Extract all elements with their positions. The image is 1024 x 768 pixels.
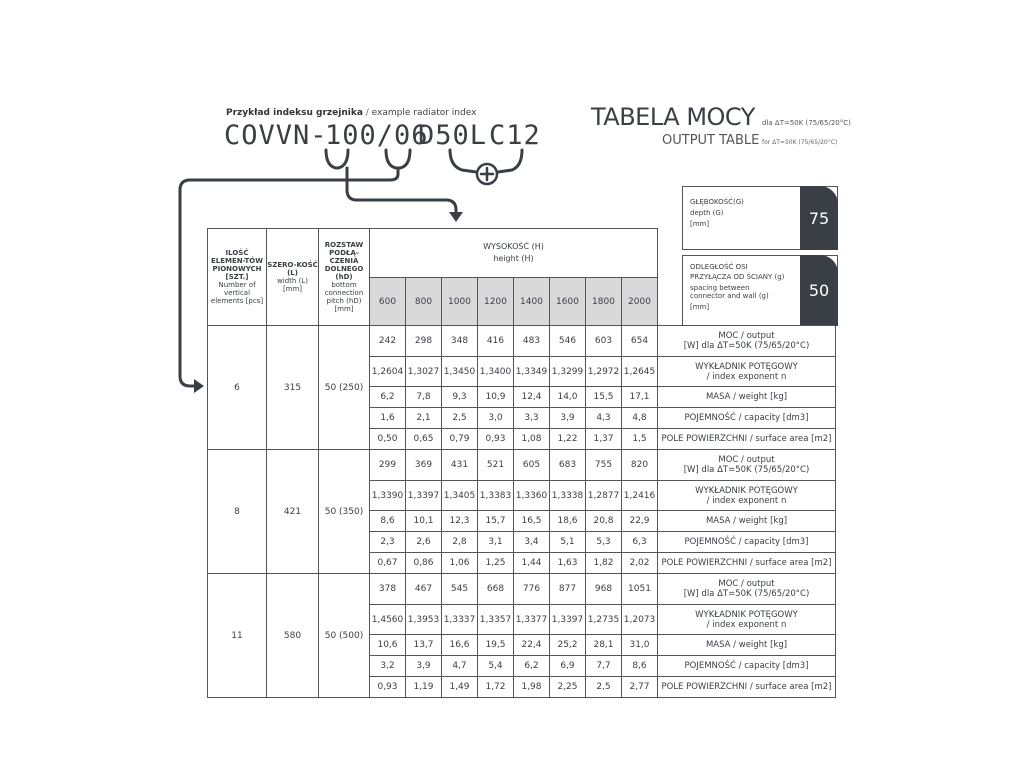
- value-cell: 5,1: [550, 532, 586, 553]
- value-cell: 2,5: [586, 677, 622, 698]
- header-count-en: Number of vertical elements [pcs]: [210, 281, 264, 305]
- value-cell: 1,2645: [622, 357, 658, 387]
- property-label-pl: POLE POWIERZCHNI: [661, 558, 748, 568]
- value-cell: 0,65: [406, 429, 442, 450]
- property-label-cell: [658, 635, 836, 656]
- property-label-en: / weight [kg]: [730, 516, 788, 526]
- value-cell: 1,2073: [622, 605, 658, 635]
- value-cell: 0,93: [478, 429, 514, 450]
- property-label-pl: MASA: [705, 640, 731, 650]
- property-label-pl: MOC: [718, 331, 739, 341]
- value-cell: 12,4: [514, 387, 550, 408]
- value-cell: 546: [550, 326, 586, 357]
- value-cell: 20,8: [586, 511, 622, 532]
- property-label-line2: / index exponent n: [706, 495, 787, 506]
- line-to-table: [347, 168, 456, 214]
- value-cell: 603: [586, 326, 622, 357]
- value-cell: 1,3357: [478, 605, 514, 635]
- depth-label-pl: GŁĘBOKOŚĆ(G): [690, 198, 744, 206]
- value-cell: 1,2972: [586, 357, 622, 387]
- value-cell: 8,6: [622, 656, 658, 677]
- property-label-cell: [658, 677, 836, 698]
- value-cell: 545: [442, 574, 478, 605]
- value-cell: 299: [370, 450, 406, 481]
- header-count: [208, 229, 267, 326]
- value-cell: 1,3397: [406, 481, 442, 511]
- group-pitch-cell: 50 (250): [319, 326, 370, 450]
- value-cell: 25,2: [550, 635, 586, 656]
- header-width-en: width (L) [mm]: [277, 277, 308, 293]
- value-cell: 31,0: [622, 635, 658, 656]
- depth-label-en: depth (G): [690, 209, 724, 217]
- value-cell: 605: [514, 450, 550, 481]
- value-cell: 12,3: [442, 511, 478, 532]
- value-cell: 6,2: [514, 656, 550, 677]
- property-label-en: / output: [738, 579, 775, 589]
- property-label-line1: [660, 579, 833, 589]
- value-cell: 28,1: [586, 635, 622, 656]
- property-label-cell: [658, 605, 836, 635]
- value-cell: 1,2735: [586, 605, 622, 635]
- property-label-cell: [658, 429, 836, 450]
- value-cell: 17,1: [622, 387, 658, 408]
- value-cell: 6,9: [550, 656, 586, 677]
- value-cell: 1,3377: [514, 605, 550, 635]
- header-width: [267, 229, 319, 326]
- property-label-cell: [658, 532, 836, 553]
- value-cell: 16,6: [442, 635, 478, 656]
- value-cell: 3,4: [514, 532, 550, 553]
- value-cell: 4,8: [622, 408, 658, 429]
- value-cell: 668: [478, 574, 514, 605]
- property-label-cell: [658, 511, 836, 532]
- property-label-line2: [W] dla ΔT=50K (75/65/20°C): [683, 341, 810, 351]
- value-cell: 416: [478, 326, 514, 357]
- value-cell: 298: [406, 326, 442, 357]
- value-cell: 9,3: [442, 387, 478, 408]
- property-label-cell: [658, 450, 836, 481]
- property-label-pl: WYKŁADNIK POTĘGOWY: [695, 609, 798, 620]
- value-cell: 1,3405: [442, 481, 478, 511]
- property-label-line1: [660, 434, 833, 444]
- property-label-line1: [660, 392, 833, 402]
- property-label-en: / output: [738, 455, 775, 465]
- property-label-line1: [660, 516, 833, 526]
- property-label-en: / capacity [dm3]: [735, 413, 809, 423]
- property-label-pl: MOC: [718, 455, 739, 465]
- property-label-line1: [660, 331, 833, 341]
- value-cell: 820: [622, 450, 658, 481]
- height-header-cell: 1800: [586, 278, 622, 326]
- value-cell: 6,3: [622, 532, 658, 553]
- property-label-line1: [660, 682, 833, 692]
- code-part-size: 100/06: [325, 120, 429, 151]
- property-label-pl: WYKŁADNIK POTĘGOWY: [695, 361, 798, 372]
- value-cell: 14,0: [550, 387, 586, 408]
- value-cell: 1,3360: [514, 481, 550, 511]
- value-cell: 1,3400: [478, 357, 514, 387]
- brace-connection: [450, 150, 476, 172]
- value-cell: 1,3337: [442, 605, 478, 635]
- code-part-color: C12: [489, 120, 541, 151]
- example-caption-en: example radiator index: [371, 108, 477, 118]
- value-cell: 483: [514, 326, 550, 357]
- value-cell: 1,98: [514, 677, 550, 698]
- value-cell: 0,93: [370, 677, 406, 698]
- table-row: [208, 574, 836, 605]
- value-cell: 4,7: [442, 656, 478, 677]
- value-cell: 1051: [622, 574, 658, 605]
- height-header-cell: 1200: [478, 278, 514, 326]
- value-cell: 13,7: [406, 635, 442, 656]
- height-header-cell: 2000: [622, 278, 658, 326]
- value-cell: 1,44: [514, 553, 550, 574]
- value-cell: 1,08: [514, 429, 550, 450]
- spacing-label-en-2: connector and wall (g): [690, 292, 769, 300]
- example-caption-pl: Przykład indeksu grzejnika: [226, 108, 363, 118]
- value-cell: 5,3: [586, 532, 622, 553]
- group-count-cell: 11: [208, 574, 267, 698]
- property-label-pl: MOC: [718, 579, 739, 589]
- value-cell: 0,86: [406, 553, 442, 574]
- value-cell: 1,3397: [550, 605, 586, 635]
- value-cell: 2,5: [442, 408, 478, 429]
- code-part-connection: D50L: [418, 120, 488, 151]
- depth-unit: [mm]: [690, 220, 710, 228]
- output-table: [207, 228, 836, 698]
- value-cell: 1,2877: [586, 481, 622, 511]
- value-cell: 1,06: [442, 553, 478, 574]
- table-body: [208, 326, 836, 698]
- code-part-model: COVVN-: [224, 120, 328, 151]
- value-cell: 19,5: [478, 635, 514, 656]
- property-label-cell: [658, 481, 836, 511]
- property-label-line2: / index exponent n: [706, 619, 787, 630]
- property-label-pl: MASA: [705, 516, 731, 526]
- property-label-cell: [658, 553, 836, 574]
- value-cell: 8,6: [370, 511, 406, 532]
- header-spacer: [658, 229, 836, 326]
- value-cell: 1,3450: [442, 357, 478, 387]
- table-row: [208, 450, 836, 481]
- value-cell: 1,3338: [550, 481, 586, 511]
- value-cell: 15,5: [586, 387, 622, 408]
- value-cell: 2,3: [370, 532, 406, 553]
- value-cell: 776: [514, 574, 550, 605]
- value-cell: 10,9: [478, 387, 514, 408]
- value-cell: 3,2: [370, 656, 406, 677]
- value-cell: 2,77: [622, 677, 658, 698]
- group-width-cell: 421: [267, 450, 319, 574]
- property-label-cell: [658, 408, 836, 429]
- property-label-en: / output: [738, 331, 775, 341]
- group-pitch-cell: 50 (500): [319, 574, 370, 698]
- value-cell: 521: [478, 450, 514, 481]
- value-cell: 1,3349: [514, 357, 550, 387]
- value-cell: 1,72: [478, 677, 514, 698]
- value-cell: 431: [442, 450, 478, 481]
- depth-value: 75: [800, 186, 838, 250]
- header-pitch-en: bottom connection pitch (hD) [mm]: [324, 281, 364, 313]
- property-label-en: / weight [kg]: [730, 392, 788, 402]
- value-cell: 2,8: [442, 532, 478, 553]
- value-cell: 1,3027: [406, 357, 442, 387]
- value-cell: 1,2416: [622, 481, 658, 511]
- group-count-cell: 6: [208, 326, 267, 450]
- value-cell: 22,4: [514, 635, 550, 656]
- value-cell: 10,6: [370, 635, 406, 656]
- value-cell: 1,25: [478, 553, 514, 574]
- value-cell: 683: [550, 450, 586, 481]
- value-cell: 1,3299: [550, 357, 586, 387]
- value-cell: 467: [406, 574, 442, 605]
- property-label-pl: POLE POWIERZCHNI: [661, 682, 748, 692]
- brace-elements: [386, 150, 410, 168]
- header-height-en: height (H): [493, 254, 534, 263]
- property-label-pl: POJEMNOŚĆ: [684, 413, 736, 423]
- spacing-unit: [mm]: [690, 303, 710, 311]
- header-height-pl: WYSOKOŚĆ (H): [483, 242, 544, 251]
- height-header-cell: 1600: [550, 278, 586, 326]
- title-en: OUTPUT TABLE: [662, 133, 760, 148]
- property-label-line1: [660, 455, 833, 465]
- height-header-cell: 800: [406, 278, 442, 326]
- value-cell: 348: [442, 326, 478, 357]
- value-cell: 968: [586, 574, 622, 605]
- value-cell: 16,5: [514, 511, 550, 532]
- value-cell: 7,8: [406, 387, 442, 408]
- value-cell: 242: [370, 326, 406, 357]
- value-cell: 2,6: [406, 532, 442, 553]
- property-label-line1: [660, 362, 833, 372]
- arrow-right-icon: [194, 379, 204, 393]
- property-label-cell: [658, 387, 836, 408]
- value-cell: 378: [370, 574, 406, 605]
- property-label-pl: POJEMNOŚĆ: [684, 537, 736, 547]
- spacing-value: 50: [800, 255, 838, 326]
- property-label-cell: [658, 656, 836, 677]
- value-cell: 755: [586, 450, 622, 481]
- value-cell: 0,50: [370, 429, 406, 450]
- value-cell: 6,2: [370, 387, 406, 408]
- property-label-en: / capacity [dm3]: [735, 537, 809, 547]
- property-label-cell: [658, 357, 836, 387]
- value-cell: 1,2604: [370, 357, 406, 387]
- value-cell: 1,6: [370, 408, 406, 429]
- height-header-cell: 600: [370, 278, 406, 326]
- value-cell: 1,82: [586, 553, 622, 574]
- value-cell: 654: [622, 326, 658, 357]
- property-label-pl: POJEMNOŚĆ: [684, 661, 736, 671]
- value-cell: 1,37: [586, 429, 622, 450]
- value-cell: 2,02: [622, 553, 658, 574]
- header-height: [370, 229, 658, 278]
- value-cell: 15,7: [478, 511, 514, 532]
- property-label-line2: / index exponent n: [706, 371, 787, 382]
- value-cell: 1,3953: [406, 605, 442, 635]
- value-cell: 4,3: [586, 408, 622, 429]
- header-width-pl: SZERO-KOŚĆ (L): [267, 261, 318, 277]
- property-label-cell: [658, 326, 836, 357]
- value-cell: 369: [406, 450, 442, 481]
- value-cell: 0,79: [442, 429, 478, 450]
- table-row: [208, 326, 836, 357]
- property-label-cell: [658, 574, 836, 605]
- brace-color: [498, 150, 522, 172]
- header-pitch: [319, 229, 370, 326]
- value-cell: 1,49: [442, 677, 478, 698]
- group-width-cell: 580: [267, 574, 319, 698]
- property-label-line1: [660, 640, 833, 650]
- spacing-label-pl-1: ODLEGŁOŚĆ OSI: [690, 263, 748, 271]
- property-label-line1: [660, 486, 833, 496]
- value-cell: 1,19: [406, 677, 442, 698]
- property-label-line2: [W] dla ΔT=50K (75/65/20°C): [683, 465, 810, 475]
- property-label-en: / surface area [m2]: [747, 558, 832, 568]
- value-cell: 0,67: [370, 553, 406, 574]
- property-label-en: / surface area [m2]: [747, 434, 832, 444]
- property-label-line1: [660, 558, 833, 568]
- property-label-line1: [660, 537, 833, 547]
- arrow-down-icon: [449, 212, 463, 222]
- property-label-line2: [W] dla ΔT=50K (75/65/20°C): [683, 589, 810, 599]
- group-width-cell: 315: [267, 326, 319, 450]
- value-cell: 22,9: [622, 511, 658, 532]
- value-cell: 2,25: [550, 677, 586, 698]
- header-pitch-pl: ROZSTAW PODŁĄ-CZENIA DOLNEGO (hD): [324, 241, 364, 281]
- value-cell: 1,22: [550, 429, 586, 450]
- property-label-pl: WYKŁADNIK POTĘGOWY: [695, 485, 798, 496]
- value-cell: 3,1: [478, 532, 514, 553]
- value-cell: 1,3390: [370, 481, 406, 511]
- title-pl: TABELA MOCY: [591, 103, 755, 131]
- value-cell: 1,5: [622, 429, 658, 450]
- header-count-pl: ILOŚĆ ELEMEN-TÓW PIONOWYCH [SZT.]: [211, 249, 263, 281]
- value-cell: 1,4560: [370, 605, 406, 635]
- property-label-pl: POLE POWIERZCHNI: [661, 434, 748, 444]
- property-label-line1: [660, 661, 833, 671]
- property-label-en: / weight [kg]: [730, 640, 788, 650]
- group-pitch-cell: 50 (350): [319, 450, 370, 574]
- property-label-pl: MASA: [705, 392, 731, 402]
- property-label-line1: [660, 610, 833, 620]
- height-header-cell: 1000: [442, 278, 478, 326]
- value-cell: 10,1: [406, 511, 442, 532]
- value-cell: 5,4: [478, 656, 514, 677]
- value-cell: 1,3383: [478, 481, 514, 511]
- spacing-label-en-1: spacing between: [690, 284, 750, 292]
- value-cell: 3,3: [514, 408, 550, 429]
- group-count-cell: 8: [208, 450, 267, 574]
- value-cell: 2,1: [406, 408, 442, 429]
- title-pl-subtitle: dla ΔT=50K (75/65/20°C): [762, 119, 851, 127]
- title-en-subtitle: for ΔT=50K (75/65/20°C): [762, 139, 838, 146]
- height-header-cell: 1400: [514, 278, 550, 326]
- property-label-en: / surface area [m2]: [747, 682, 832, 692]
- value-cell: 18,6: [550, 511, 586, 532]
- brace-width: [326, 150, 348, 168]
- property-label-en: / capacity [dm3]: [735, 661, 809, 671]
- value-cell: 877: [550, 574, 586, 605]
- value-cell: 3,9: [550, 408, 586, 429]
- value-cell: 3,0: [478, 408, 514, 429]
- spacing-label-pl-2: PRZYŁĄCZA OD ŚCIANY (g): [690, 273, 785, 281]
- property-label-line1: [660, 413, 833, 423]
- example-caption-sep: /: [362, 108, 372, 118]
- value-cell: 1,63: [550, 553, 586, 574]
- value-cell: 3,9: [406, 656, 442, 677]
- value-cell: 7,7: [586, 656, 622, 677]
